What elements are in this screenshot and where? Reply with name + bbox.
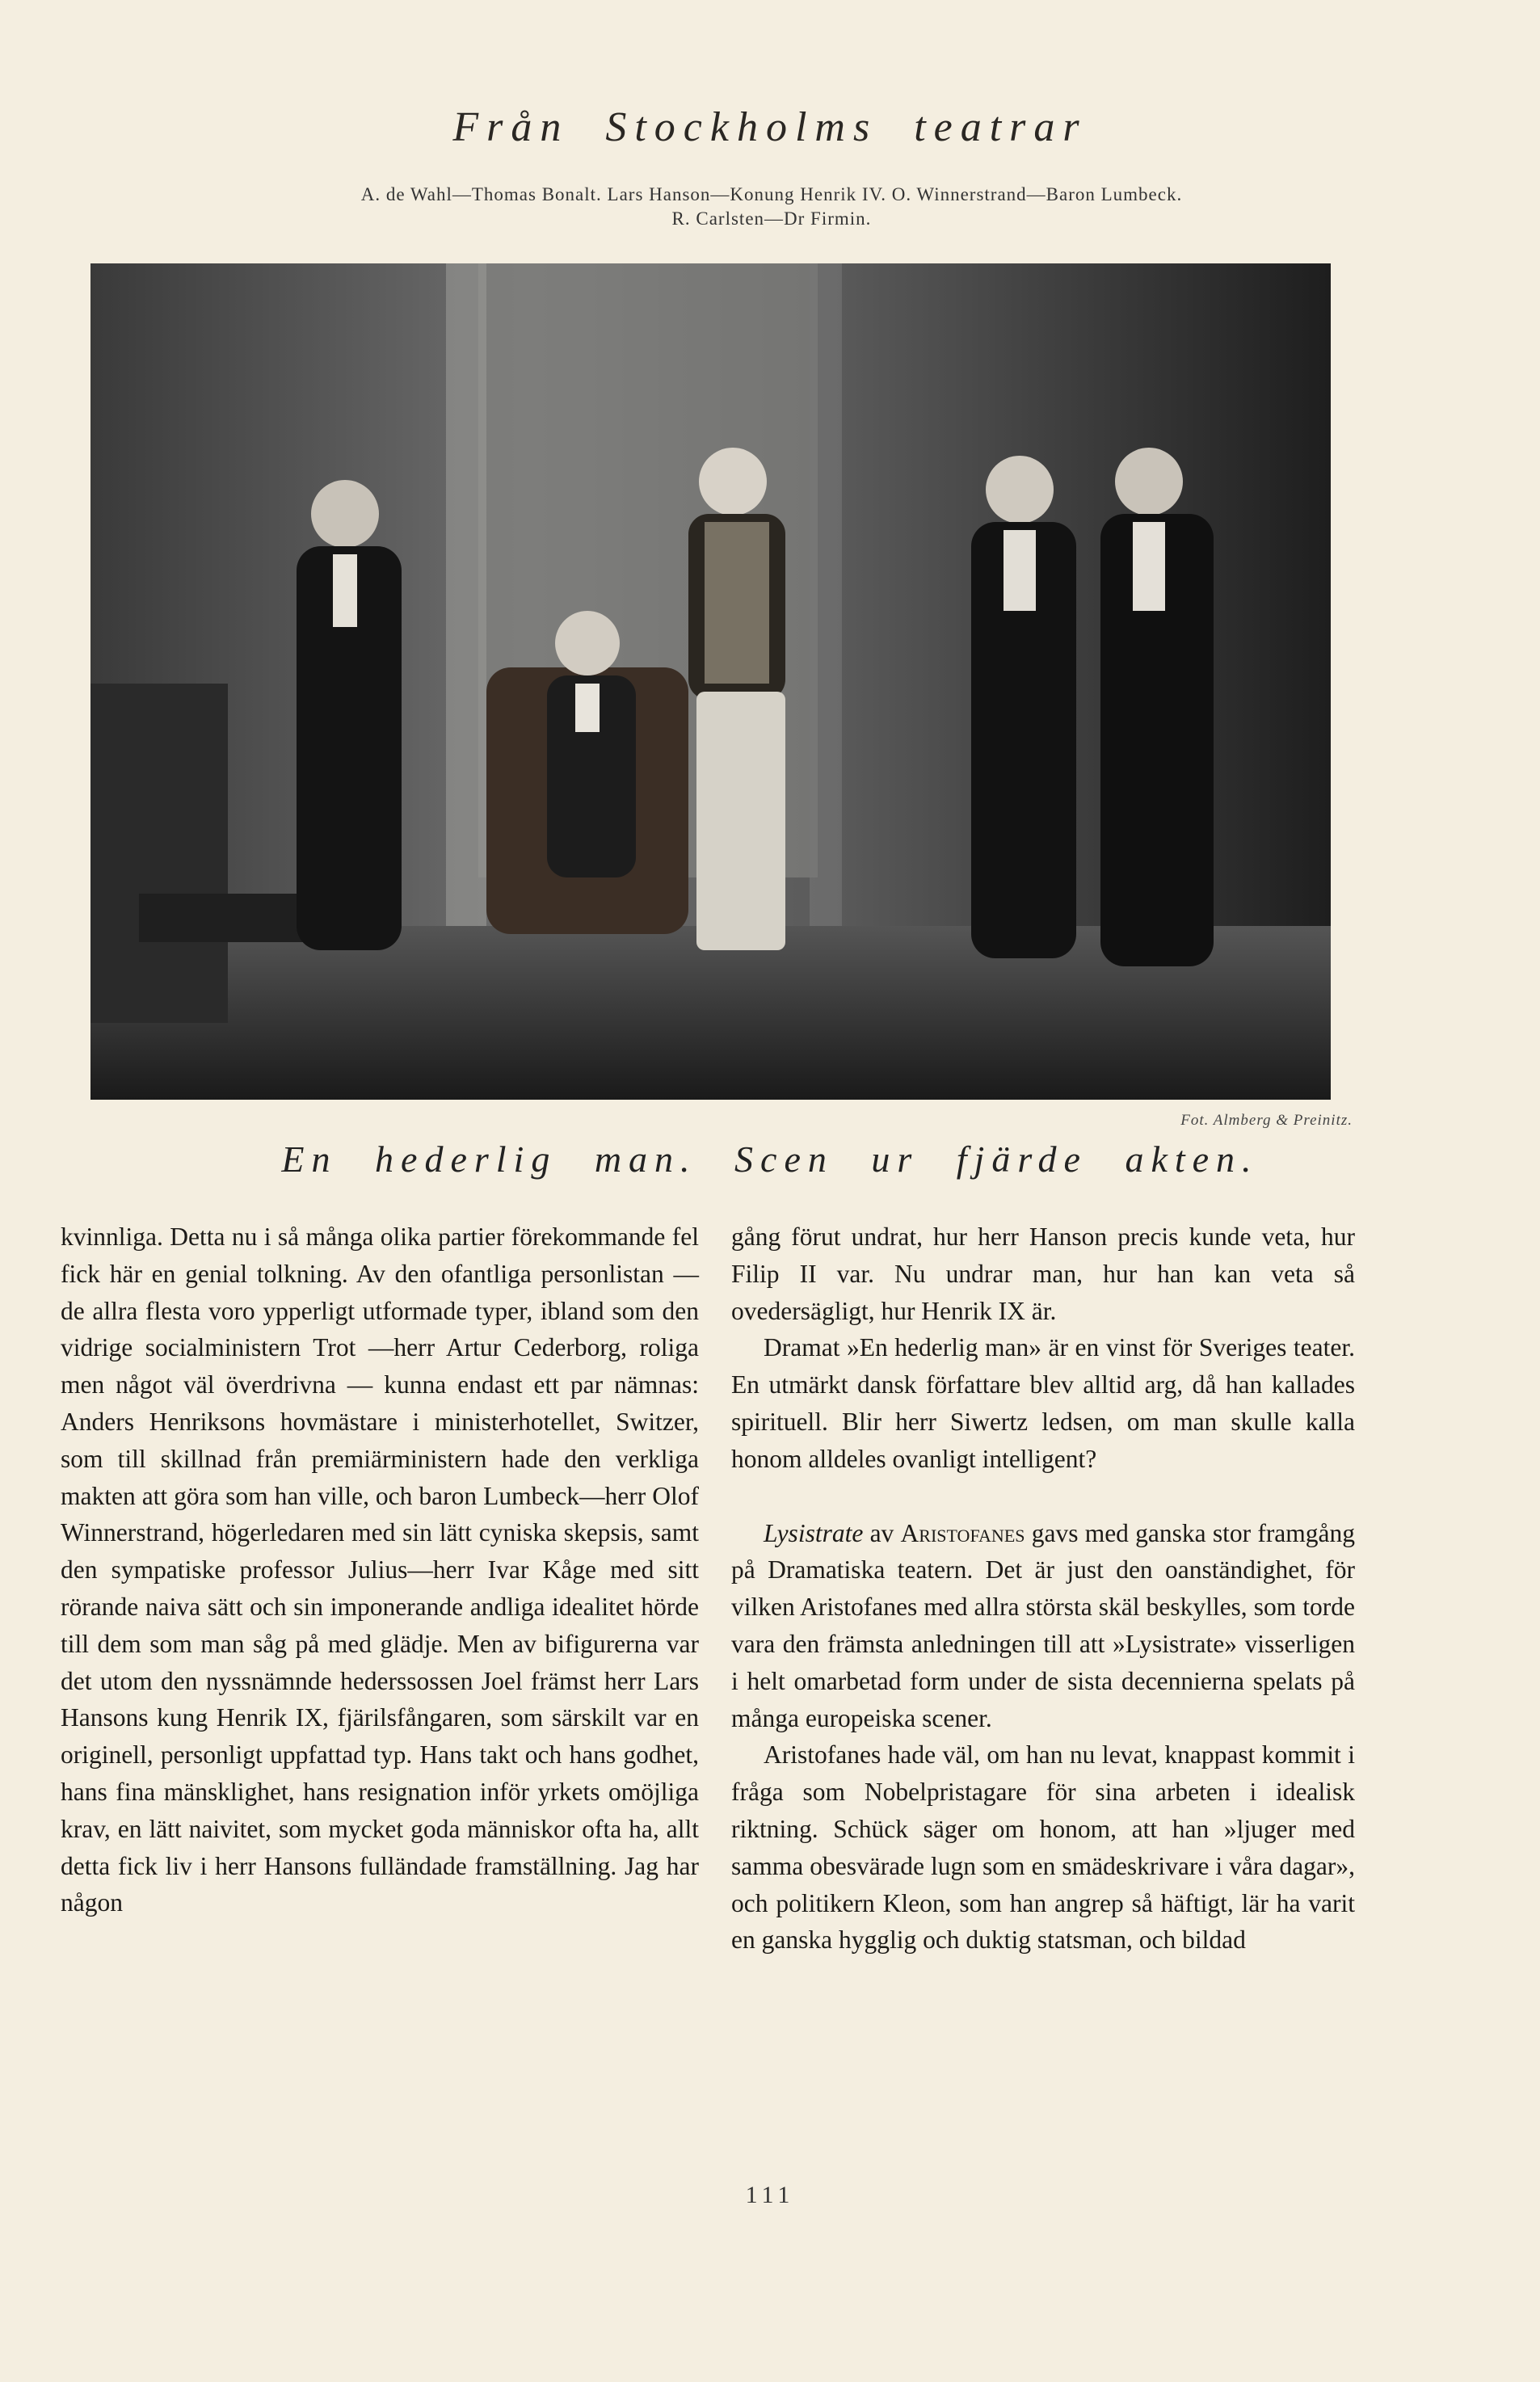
photo-caption-line-2: R. Carlsten—Dr Firmin. [671,208,872,229]
right-paragraph-1: gång förut undrat, hur herr Hanson precis kunde veta, hur Filip II var. Nu undrar man, hur han kan veta så ovedersägligt, hur Henrik IX är. [731,1223,1355,1325]
page-header-title: Från Stockholms teatrar [452,104,1088,150]
right-paragraph-4: Aristofanes hade väl, om han nu levat, knappast kommit i fråga som Nobelpristagare för sina arbeten i idealisk riktning. Schück säger om honom, att han »ljuger med samma obesvärade lugn som en smädeskrivare i våra dagar», och politikern Kleon, som han angrep så häftigt, lär ha varit en ganska hygglig och duktig statsman, och bildad [731,1740,1355,1955]
photo-caption-line-1: A. de Wahl—Thomas Bonalt. Lars Hanson—Konung Henrik IV. O. Winnerstrand—Baron Lumbeck. [360,184,1183,204]
column-pillar-2 [810,263,842,926]
photo-credit: Fot. Almberg & Preinitz. [1180,1112,1353,1129]
figure-right-gentleman [1100,448,1214,966]
figure-thomas-bonalt [297,480,402,950]
stage-photograph [90,263,1331,1100]
figure-dr-firmin [688,448,785,950]
figure-baron-lumbeck [971,456,1076,958]
page-number: 111 [745,2182,795,2208]
connector-word: av [869,1518,894,1547]
plate-caption: En hederlig man. Scen ur fjärde akten. [281,1138,1259,1180]
fireplace [90,684,228,1023]
play-title: Lysistrate [764,1518,864,1547]
right-paragraph-3-text: gavs med ganska stor framgång på Dramatiska teatern. Det är just den oanständighet, för vilken Aristofanes med allra största skäl beskylles, som torde vara den främsta anledningen till att »Lysistrate» visserligen i helt omarbetad form under de sista decennierna spelats på många europeiska scener. [731,1518,1356,1732]
right-paragraph-2: Dramat »En hederlig man» är en vinst för Sveriges teater. En utmärkt dansk författare blev alltid arg, då han kallades spirituell. Blir herr Siwertz ledsen, om man skulle kalla honom alldeles ovanligt intelligent? [731,1333,1355,1473]
right-paragraph-3 [731,1515,1355,1737]
left-paragraph-1: kvinnliga. Detta nu i så många olika partier förekommande fel fick här en genial tolkning. Av den ofantliga personlistan — de allra flesta voro ypperligt utformade typer, ibland som den vidrige socialministern Trot —herr Artur Cederborg, roliga men något väl överdrivna — kunna endast ett par nämnas: Anders Henriksons hovmästare i ministerhotellet, Switzer, som till skillnad från premiärministern hade den verkliga makten att göra som han ville, och baron Lumbeck—herr Olof Winnerstrand, högerledaren med sin lätt cyniska skepsis, samt den sympatiske professor Julius—herr Ivar Kåge med sitt rörande naiva sätt och sin imponerande andliga idealitet hörde till dem som man såg på med glädje. Men av bifigurerna var det utom den nyssnämnde hederssossen Joel främst herr Lars Hansons kung Henrik IX, fjärilsfångaren, som särskilt var en originell, personligt uppfattad typ. Hans takt och hans godhet, hans fina mänsklighet, hans resignation inför yrkets omöjliga krav, en lätt naivitet, som mycket goda människor ofta ha, allt detta fick liv i herr Hansons fulländade framställning. Jag har någon [61,1223,699,1917]
right-column [731,1218,1355,1959]
column-pillar [446,263,486,926]
left-column [61,1218,699,1921]
author-name: Aristofanes [900,1518,1025,1547]
